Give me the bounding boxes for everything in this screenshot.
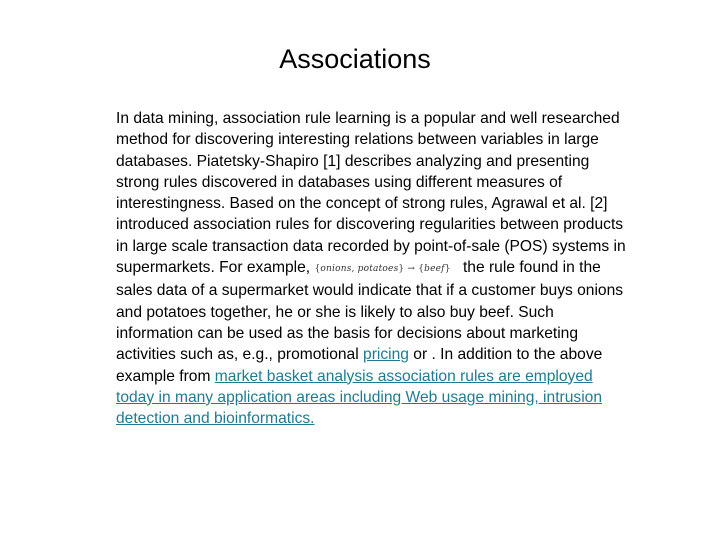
- paragraph-line-with-link: [116, 387, 686, 408]
- paragraph-line: introduced association rules for discovering regularities between products: [116, 216, 624, 234]
- paragraph-line: sales data of a supermarket would indicate that if a customer buys onions: [116, 282, 624, 300]
- slide-title: Associations: [279, 44, 431, 74]
- formula-rhs: beef: [424, 264, 445, 275]
- line-text: activities such as, e.g., promotional: [116, 346, 364, 364]
- paragraph-line: In data mining, association rule learning is a popular and well researched: [116, 110, 620, 127]
- line-text: or . In addition to the above: [408, 346, 603, 364]
- formula-rhs-open-brace: {: [418, 264, 425, 275]
- formula-open-brace: {: [314, 264, 321, 275]
- paragraph-line: in large scale transaction data recorded by point-of-sale (POS) systems in: [116, 237, 626, 255]
- body-paragraph: [116, 108, 686, 429]
- paragraph-line: information can be used as the basis for decisions about marketing: [116, 324, 579, 342]
- paragraph-line: strong rules discovered in databases using different measures of: [116, 173, 563, 191]
- formula-close-brace: }: [398, 264, 405, 275]
- market-basket-analysis-link[interactable]: today in many application areas including Web usage mining, intrusion: [116, 388, 603, 406]
- paragraph-line: interestingness. Based on the concept of strong rules, Agrawal et al. [2]: [116, 195, 608, 213]
- line-text: example from: [116, 367, 215, 385]
- formula-rhs-close-brace: }: [444, 264, 451, 275]
- paragraph-line-with-link: [116, 366, 686, 387]
- paragraph-line: databases. Piatetsky-Shapiro [1] describes analyzing and presenting: [116, 152, 590, 170]
- paragraph-line-with-link: [116, 408, 686, 429]
- line-text: the rule found in the: [458, 259, 601, 277]
- pricing-link[interactable]: pricing: [363, 346, 409, 364]
- market-basket-analysis-link[interactable]: market basket analysis association rules are employed: [214, 367, 593, 385]
- paragraph-line: method for discovering interesting relations between variables in large: [116, 131, 599, 149]
- association-rule-formula: [314, 264, 458, 274]
- line-text: supermarkets. For example,: [116, 259, 315, 277]
- paragraph-line: and potatoes together, he or she is likely to also buy beef. Such: [116, 303, 554, 321]
- market-basket-analysis-link[interactable]: detection and bioinformatics.: [116, 410, 315, 428]
- formula-arrow: →: [407, 264, 416, 275]
- paragraph-line-with-link: [116, 344, 686, 365]
- formula-lhs: onions, potatoes: [320, 264, 399, 275]
- paragraph-line-with-formula: [116, 257, 686, 280]
